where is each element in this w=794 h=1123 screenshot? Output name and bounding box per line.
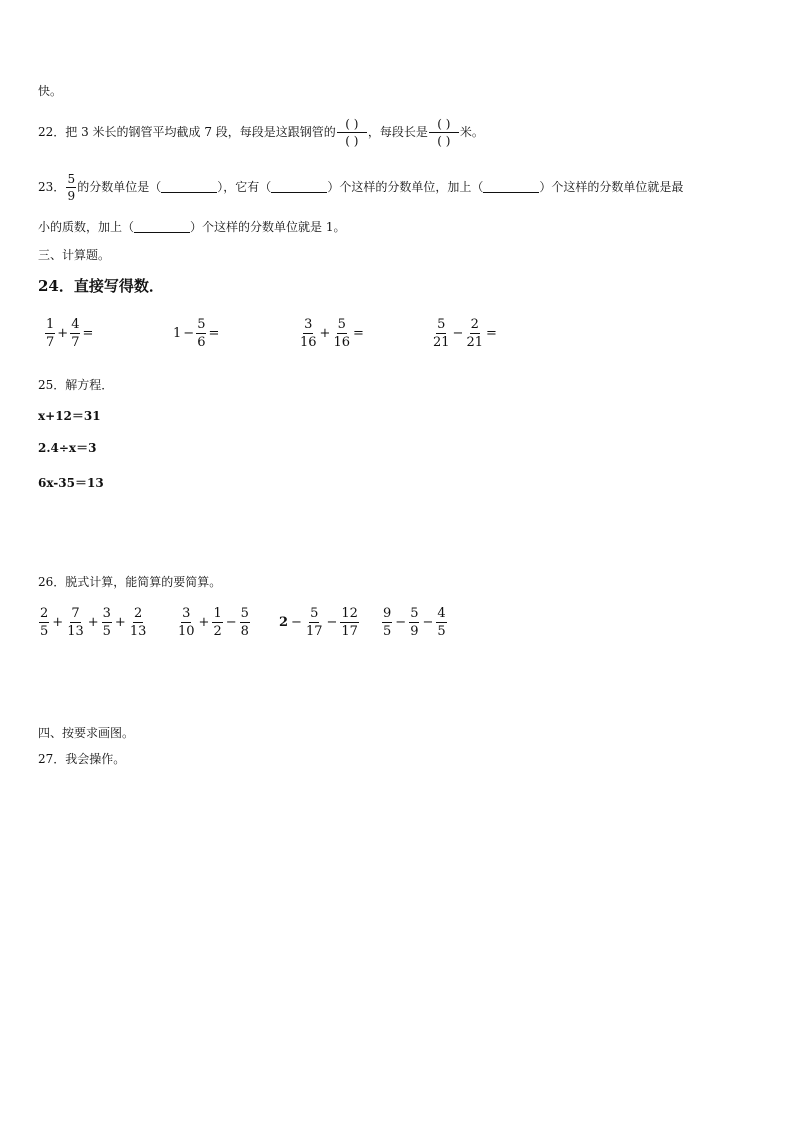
q24-expression-2: [172, 318, 220, 349]
q23-blank-2[interactable]: [271, 182, 327, 193]
fraction-numerator: 3: [182, 606, 191, 621]
fraction-denominator: 17: [341, 624, 358, 639]
q22-fraction-blank-2: [429, 118, 459, 147]
equals-sign: =: [486, 326, 497, 341]
fraction: [340, 607, 359, 638]
question-23-line-2: [38, 218, 345, 235]
fraction: [305, 607, 324, 638]
fraction-denominator: 16: [333, 335, 350, 350]
fraction-denominator: 17: [305, 624, 323, 639]
fraction-denominator: 21: [433, 335, 450, 350]
fraction-denominator: 6: [197, 335, 206, 350]
equals-sign: =: [208, 326, 220, 341]
fraction-numerator: 2: [133, 606, 143, 621]
fraction-denominator: 13: [129, 624, 147, 639]
q22-text-1: 把 3 米长的钢管平均截成 7 段，每段是这跟钢管的: [65, 125, 336, 139]
q25-equation-2: 2.4÷x＝3: [38, 441, 97, 455]
q25-equation-1: x+12＝31: [38, 409, 101, 423]
fraction-denominator: 5: [40, 624, 49, 639]
fraction: [177, 607, 196, 638]
q24-title: 24．直接写得数．: [38, 277, 164, 295]
section-3-heading: 三、计算题。: [38, 248, 111, 262]
fraction-numerator: 5: [410, 606, 419, 621]
q26-expression-4: [381, 607, 448, 638]
fraction-numerator: 7: [71, 606, 80, 621]
question-22: [38, 118, 484, 147]
q24-expression-1: [44, 318, 94, 349]
fraction-denominator: 7: [46, 335, 55, 350]
fraction-denominator: 7: [71, 335, 80, 350]
fraction: [382, 607, 392, 638]
q23-blank-3[interactable]: [483, 182, 539, 193]
fraction-numerator: 4: [437, 606, 446, 621]
operator: −: [422, 615, 434, 630]
q21-tail: 快。: [38, 84, 63, 98]
q23-numerator: 5: [67, 172, 76, 186]
fraction-denominator: 16: [300, 335, 317, 350]
q22-blank2-denominator: ( ): [437, 134, 451, 148]
integer-term: 2: [279, 615, 289, 630]
fraction: [409, 607, 419, 638]
q24-expression-4: [431, 318, 498, 349]
q23-fraction: [66, 173, 76, 202]
q26-expression-3: [278, 607, 360, 638]
q23-blank-1[interactable]: [161, 182, 217, 193]
integer-term: 1: [173, 326, 182, 341]
fraction-numerator: 3: [102, 606, 111, 621]
operator: +: [319, 326, 331, 341]
fraction-denominator: 21: [466, 335, 483, 350]
fraction-numerator: 9: [383, 606, 392, 621]
fraction: [66, 607, 85, 638]
fraction-denominator: 8: [240, 624, 249, 639]
fraction-numerator: 5: [337, 317, 346, 332]
operator: +: [87, 615, 99, 630]
section-4-heading: 四、按要求画图。: [38, 726, 135, 740]
equals-sign: =: [82, 326, 94, 341]
fraction-numerator: 5: [197, 317, 206, 332]
q26-expression-1: [38, 607, 148, 638]
fraction-denominator: 5: [437, 624, 446, 639]
q25-equation-3: 6x-35＝13: [38, 476, 104, 490]
q26-title: 26．脱式计算，能简算的要简算。: [38, 575, 222, 589]
fraction-denominator: 5: [102, 624, 111, 639]
fraction: [436, 607, 446, 638]
q27-title: 27．我会操作。: [38, 752, 126, 766]
operator: +: [114, 615, 126, 630]
fraction-numerator: 2: [40, 606, 49, 621]
fraction: [212, 607, 222, 638]
fraction-denominator: 10: [178, 624, 195, 639]
question-23: [38, 173, 683, 202]
q23-text-3: ）个这样的分数单位，加上（: [327, 180, 484, 194]
fraction-numerator: 5: [310, 606, 319, 621]
operator: −: [395, 615, 407, 630]
fraction-numerator: 12: [341, 606, 358, 621]
q22-blank-numerator: ( ): [337, 118, 367, 133]
operator: +: [198, 615, 210, 630]
fraction-denominator: 9: [410, 624, 419, 639]
q23-line2-text-a: 小的质数，加上（: [38, 220, 135, 234]
fraction-numerator: 5: [240, 606, 249, 621]
fraction-numerator: 2: [470, 317, 479, 332]
fraction-numerator: 1: [46, 317, 55, 332]
q22-blank-denominator: ( ): [345, 134, 359, 148]
fraction: [240, 607, 250, 638]
fraction-denominator: 13: [67, 624, 84, 639]
fraction-denominator: 5: [383, 624, 392, 639]
q26-expression-2: [176, 607, 251, 638]
fraction-numerator: 3: [304, 317, 313, 332]
q22-text-3: 米。: [459, 125, 484, 139]
operator: +: [52, 615, 64, 630]
q22-text-2: ，每段长是: [367, 125, 428, 139]
q22-number: 22．: [38, 125, 66, 139]
operator: −: [183, 326, 195, 341]
q23-text-1: 的分数单位是（: [77, 180, 162, 194]
q22-blank2-numerator: ( ): [429, 118, 459, 133]
operator: +: [57, 326, 69, 341]
operator: −: [291, 615, 302, 630]
q25-title: 25．解方程．: [38, 378, 114, 392]
fraction-numerator: 1: [213, 606, 222, 621]
q23-text-2: ），它有（: [217, 180, 272, 194]
fraction: [129, 607, 148, 638]
fraction-numerator: 5: [437, 317, 446, 332]
fraction-numerator: 4: [71, 317, 80, 332]
equals-sign: =: [353, 326, 364, 341]
q23-blank-4[interactable]: [134, 222, 190, 233]
q23-denominator: 9: [67, 189, 76, 203]
q24-expression-3: [298, 318, 365, 349]
fraction-denominator: 2: [213, 624, 222, 639]
fraction: [102, 607, 112, 638]
q22-fraction-blank-1: [337, 118, 367, 147]
operator: −: [326, 615, 338, 630]
q23-line2-text-b: ）个这样的分数单位就是 1。: [190, 220, 346, 234]
q23-text-4: ）个这样的分数单位就是最: [539, 180, 684, 194]
operator: −: [452, 326, 464, 341]
q23-number: 23．: [38, 180, 66, 194]
operator: −: [225, 615, 237, 630]
fraction: [39, 607, 49, 638]
